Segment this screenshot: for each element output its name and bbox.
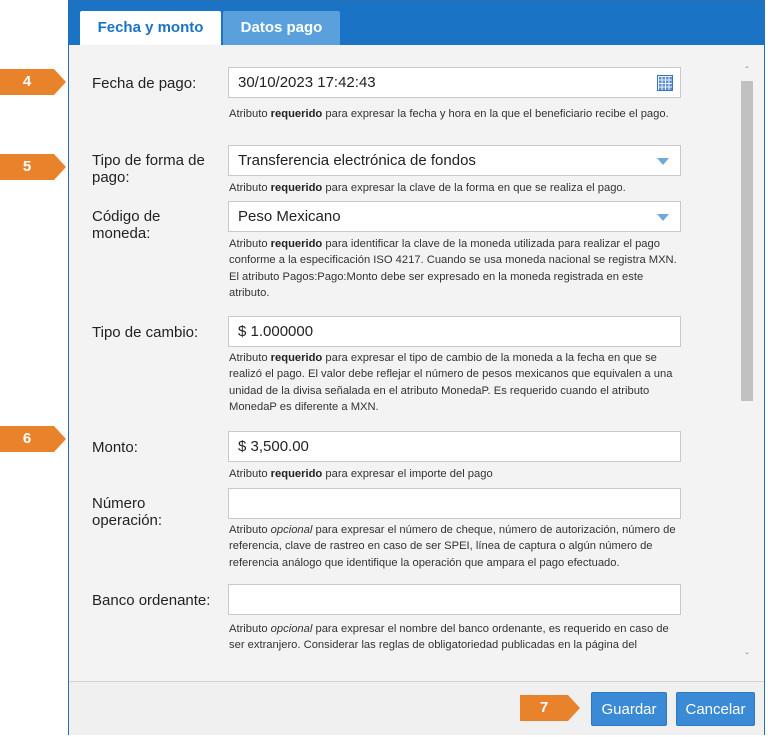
- forma-pago-value: Transferencia electrónica de fondos: [238, 152, 476, 169]
- monto-description: Atributo requerido para expresar el importe del pago: [229, 468, 493, 480]
- banco-ordenante-description: Atributo opcional para expresar el nombre del banco ordenante, es requerido en caso de ser extranjero. Considerar las reglas de obligatoriedad publicadas en la página del: [229, 623, 669, 652]
- step-marker-7: 7: [520, 695, 568, 721]
- cancel-button[interactable]: Cancelar: [676, 692, 755, 726]
- scroll-up-icon[interactable]: ˆ: [745, 66, 749, 77]
- vertical-scrollbar[interactable]: [737, 67, 754, 667]
- calendar-icon[interactable]: [657, 75, 673, 91]
- moneda-label: Código de moneda:: [92, 208, 161, 242]
- numero-operacion-input[interactable]: [228, 488, 681, 519]
- chevron-down-icon[interactable]: [657, 158, 669, 165]
- step-marker-6: 6: [0, 426, 54, 452]
- scroll-down-icon[interactable]: ˇ: [745, 652, 749, 663]
- scrollbar-thumb[interactable]: [741, 81, 753, 401]
- form-content: [69, 45, 764, 681]
- banco-ordenante-input[interactable]: [228, 584, 681, 615]
- banco-ordenante-label: Banco ordenante:: [92, 592, 211, 609]
- forma-pago-description: Atributo requerido para expresar la clave de la forma en que se realiza el pago.: [229, 182, 626, 194]
- fecha-pago-description: Atributo requerido para expresar la fecha y hora en la que el beneficiario recibe el pago.: [229, 108, 669, 120]
- numero-operacion-label: Número operación:: [92, 495, 163, 529]
- forma-pago-label: Tipo de forma de pago:: [92, 152, 205, 186]
- forma-pago-select[interactable]: [228, 145, 681, 176]
- monto-label: Monto:: [92, 439, 138, 456]
- step-marker-5: 5: [0, 154, 54, 180]
- save-button[interactable]: Guardar: [591, 692, 667, 726]
- payment-dialog: [68, 0, 765, 735]
- numero-operacion-description: Atributo opcional para expresar el número de cheque, número de autorización, número de referencia, clave de rastreo en caso de ser SPEI, línea de captura o algún número de referencia análogo que identifique la operación que ampara el pago efectuado.: [229, 524, 676, 569]
- step-marker-4: 4: [0, 69, 54, 95]
- monto-input[interactable]: [228, 431, 681, 462]
- fecha-pago-input[interactable]: [228, 67, 681, 98]
- dialog-footer: [69, 681, 764, 735]
- tab-fecha-y-monto[interactable]: Fecha y monto: [80, 11, 221, 45]
- tipo-cambio-input[interactable]: [228, 316, 681, 347]
- fecha-pago-value: 30/10/2023 17:42:43: [238, 74, 376, 91]
- tab-datos-pago[interactable]: Datos pago: [223, 11, 340, 45]
- monto-value: $ 3,500.00: [238, 438, 309, 455]
- tipo-cambio-value: $ 1.000000: [238, 323, 314, 340]
- tipo-cambio-description: Atributo requerido para expresar el tipo de cambio de la moneda a la fecha en que se realizó el pago. El valor debe reflejar el número de pesos mexicanos que equivalen a una unidad de la divisa señalada en el atributo MonedaP. Es requerido cuando el atributo MonedaP es diferente a MXN.: [229, 352, 673, 414]
- tipo-cambio-label: Tipo de cambio:: [92, 324, 199, 341]
- tab-bar: [69, 1, 764, 45]
- chevron-down-icon[interactable]: [657, 214, 669, 221]
- fecha-pago-label: Fecha de pago:: [92, 75, 197, 92]
- moneda-description: Atributo requerido para identificar la clave de la moneda utilizada para realizar el pago conforme a la especificación ISO 4217. Cuando se usa moneda nacional se registra MXN. El atributo Pagos:Pago:Monto debe ser expresado en la moneda registrada en este atributo.: [229, 238, 677, 300]
- moneda-select[interactable]: [228, 201, 681, 232]
- moneda-value: Peso Mexicano: [238, 208, 341, 225]
